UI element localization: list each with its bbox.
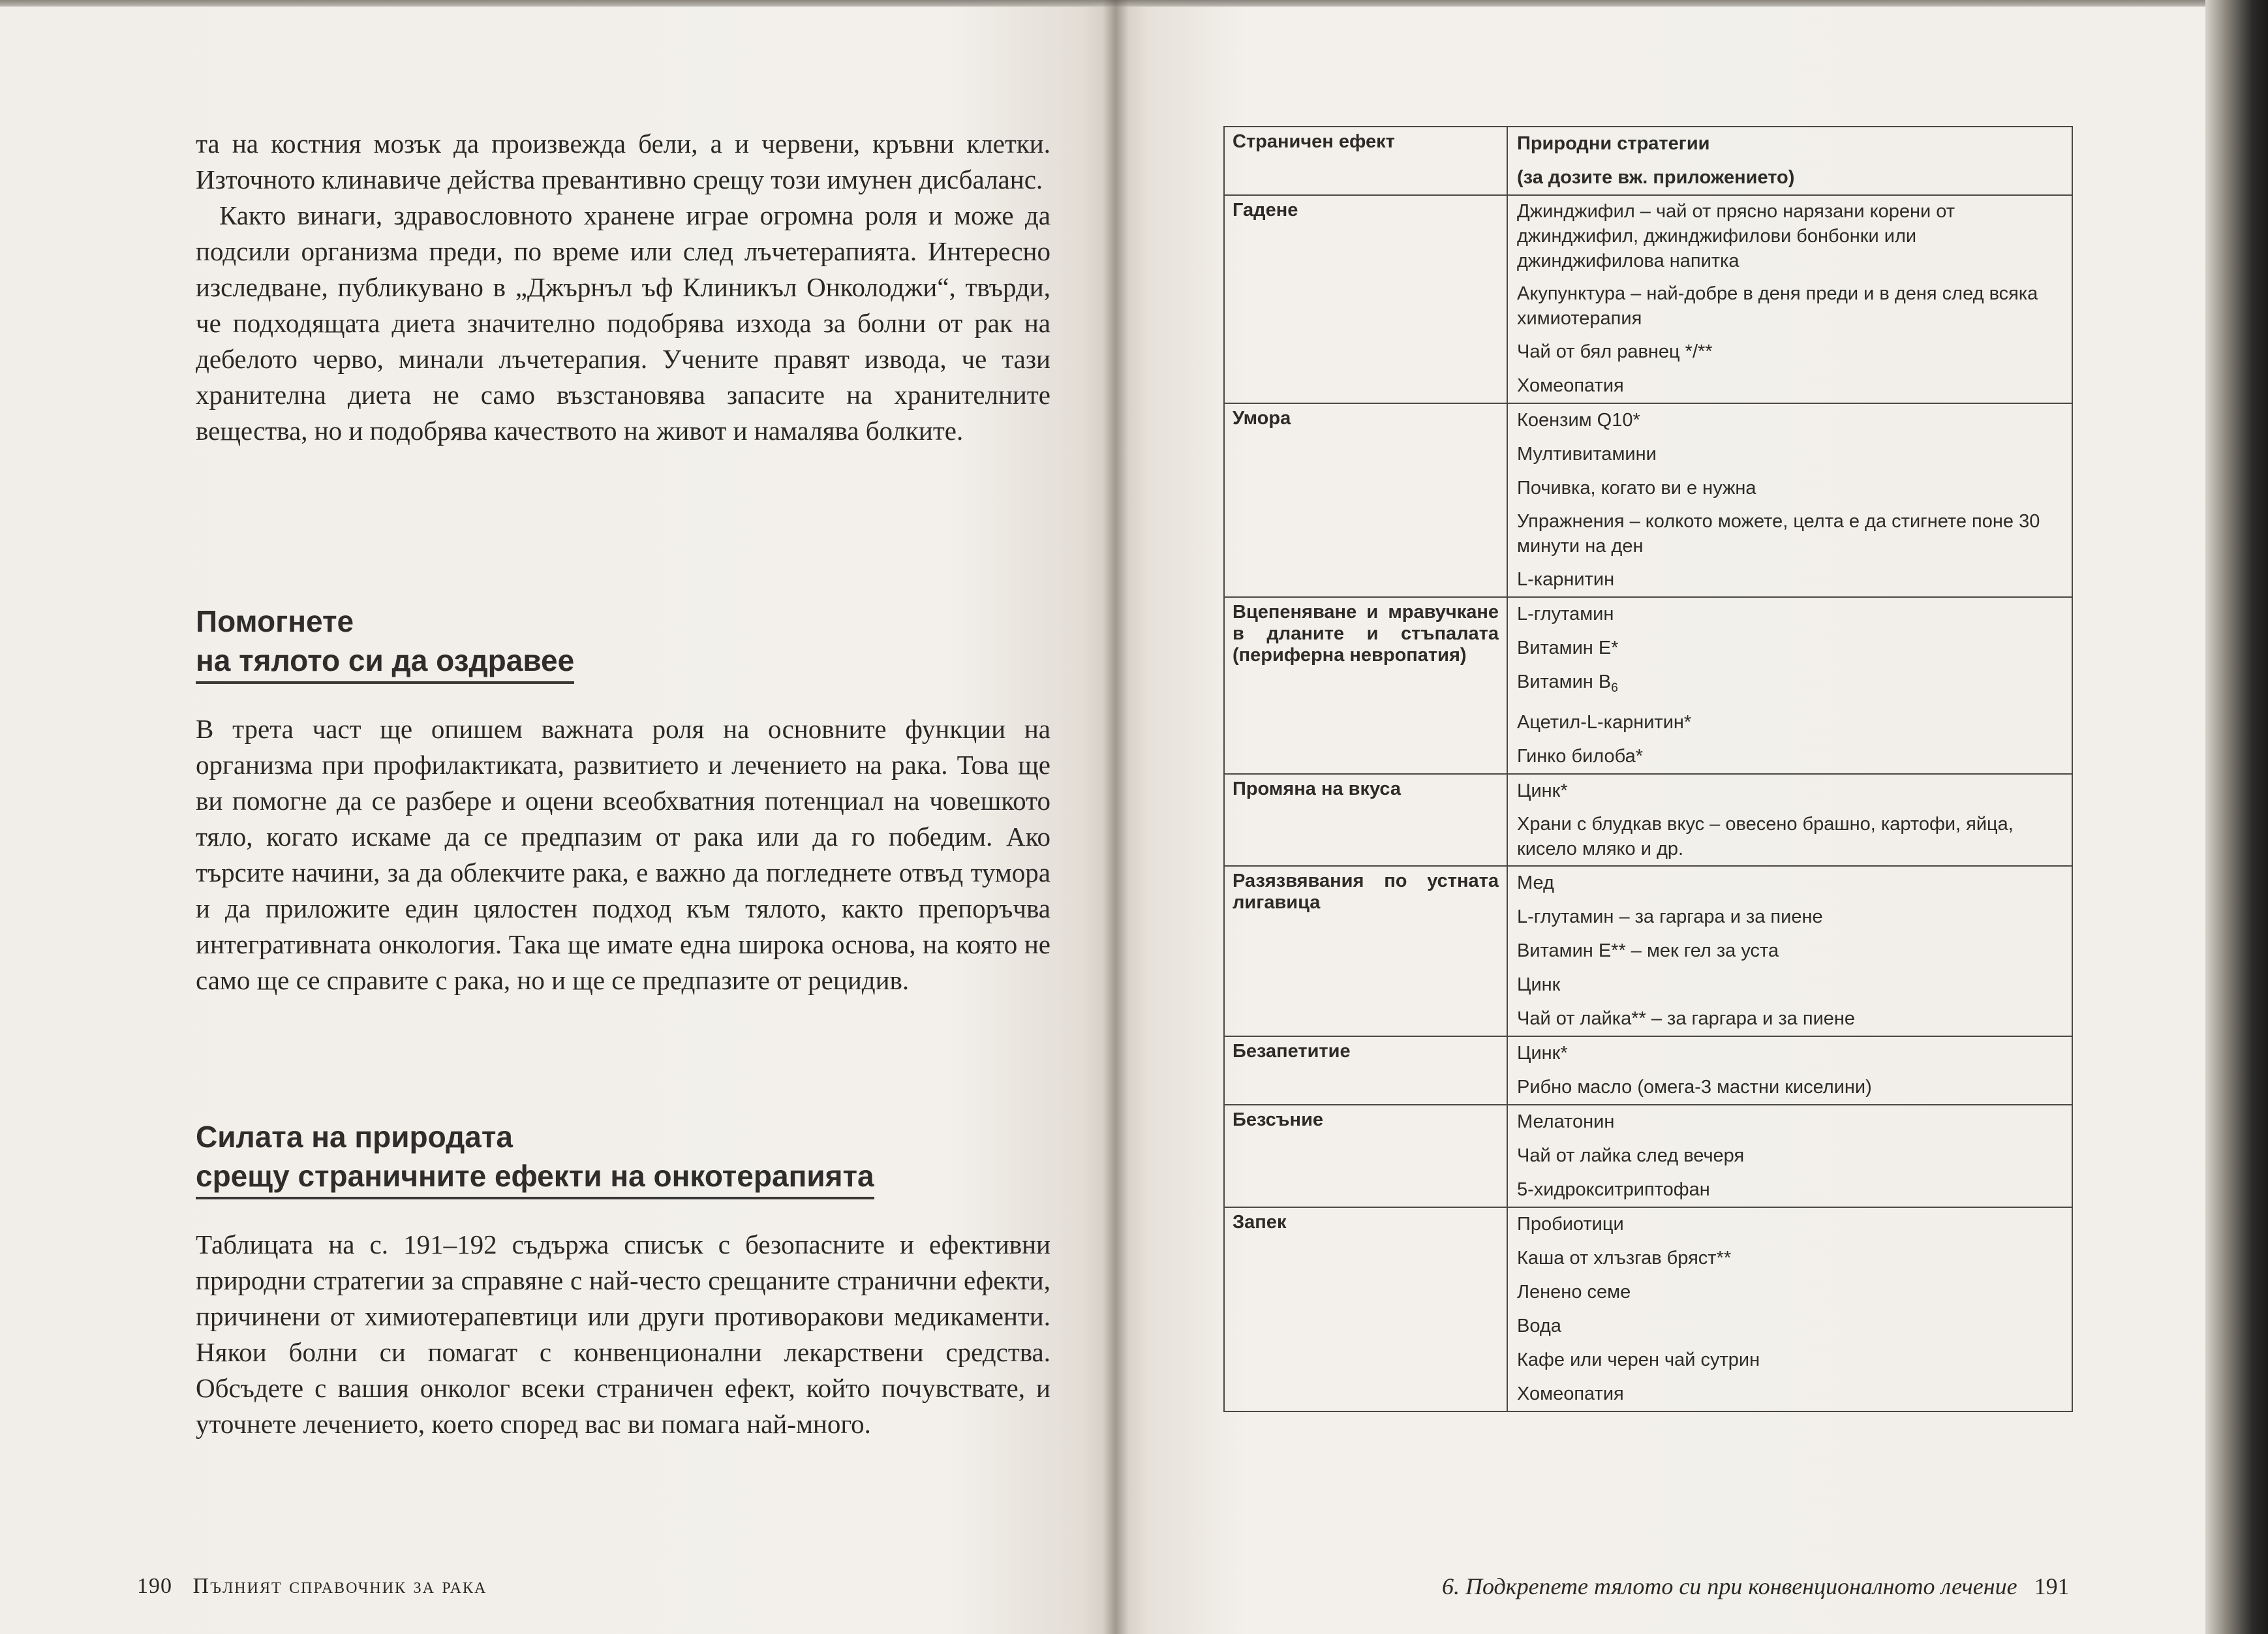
- left-text-block-2: [196, 711, 1050, 998]
- strategy-item: Хомеопатия: [1517, 1383, 1624, 1404]
- table-row: [1224, 1036, 2072, 1105]
- strategy-item: L-карнитин: [1517, 569, 1615, 590]
- paragraph-3: В трета част ще опишем важната роля на основните функции на организма при профилактиката, развитието и лечението на рака. Това ще ви помогне да се разбере и оцени всеобхватния потенциал на човешкото тяло, когато искаме да се предпазим от рака или да го победим. Ако търсите начини, за да облекчите рака, е важно да погледнете отвъд тумора и да приложите един цялостен подход към тялото, както препоръчва интегративната онкология. Така ще имате една широка основа, на която не само ще се справите с рака, но и ще се предпазите от рецидив.: [196, 714, 1050, 995]
- strategy-item: Рибно масло (омега-3 мастни киселини): [1517, 1077, 1872, 1098]
- strategy-item: Акупунктура – най-добре в деня преди и в деня след всяка химиотерапия: [1517, 283, 2038, 329]
- strategy-item: L-глутамин – за гаргара и за пиене: [1517, 906, 1823, 927]
- table-row: [1224, 195, 2072, 403]
- heading-2-line-1: Силата на природата: [196, 1120, 513, 1154]
- strategy-item: Мелатонин: [1517, 1111, 1615, 1132]
- strategies-cell: [1507, 1105, 2072, 1207]
- strategy-item: Храни с блудкав вкус – овесено брашно, картофи, яйца, кисело мляко и др.: [1517, 814, 2014, 859]
- strategy-item: Ацетил-L-карнитин*: [1517, 712, 1692, 733]
- strategy-item: Ленено семе: [1517, 1282, 1631, 1303]
- strategy-item: Цинк: [1517, 974, 1561, 995]
- strategy-item: Витамин Е*: [1517, 638, 1619, 658]
- right-page-number: 191: [2034, 1573, 2070, 1599]
- strategy-item: Пробиотици: [1517, 1214, 1624, 1235]
- strategy-item: [1508, 665, 2072, 705]
- heading-1-line-2: на тялото си да оздравее: [196, 641, 574, 684]
- effect-cell: Разязвявания по устната лигавица: [1224, 866, 1507, 1036]
- strategies-cell: [1507, 866, 2072, 1036]
- strategies-cell: [1507, 403, 2072, 597]
- strategy-item: Почивка, когато ви е нужна: [1517, 478, 1756, 499]
- strategy-item: Чай от лайка след вечеря: [1517, 1145, 1745, 1166]
- strategy-item: Цинк*: [1517, 1043, 1568, 1064]
- strategies-cell: [1507, 597, 2072, 774]
- strategy-item: Витамин Е** – мек гел за уста: [1517, 940, 1779, 961]
- paragraph-4: Таблицата на с. 191–192 съдържа списък с безопасните и ефективни природни стратегии за справяне с най-често срещаните странични ефекти, причинени от химиотерапевтици или други противоракови медикаменти. Някои болни си помагат с конвенционални лекарствени средства. Обсъдете с вашия онколог всеки страничен ефект, който почувствате, и уточнете лечението, което според вас ви помага най-много.: [196, 1229, 1050, 1439]
- left-footer: [137, 1574, 487, 1599]
- strategy-item: Вода: [1517, 1316, 1561, 1336]
- strategy-item: 5-хидрокситриптофан: [1517, 1179, 1710, 1200]
- strategies-cell: [1507, 195, 2072, 403]
- strategies-cell: [1507, 774, 2072, 866]
- strategy-item: Каша от хлъзгав бряст**: [1517, 1248, 1732, 1269]
- page-edge: [2205, 0, 2268, 1634]
- strategy-item: Коензим Q10*: [1517, 410, 1640, 431]
- left-text-block-1: [196, 126, 1050, 449]
- paragraph-1: та на костния мозък да произвежда бели, а и червени, кръвни клетки. Източното клинавиче действа превантивно срещу този имунен дисбаланс.: [196, 129, 1050, 194]
- effect-cell: Запек: [1224, 1207, 1507, 1411]
- header-col-1: Страничен ефект: [1224, 127, 1507, 195]
- book-title-footer: Пълният справочник за рака: [192, 1574, 487, 1598]
- section-heading-1: [196, 602, 1050, 684]
- table-row: [1224, 1105, 2072, 1207]
- strategy-item: Кафе или черен чай сутрин: [1517, 1349, 1760, 1370]
- side-effects-table: [1223, 126, 2073, 1412]
- left-text-block-3: [196, 1227, 1050, 1442]
- effect-cell: Гадене: [1224, 195, 1507, 403]
- strategy-item: Гинко билоба*: [1517, 746, 1644, 767]
- strategy-item: Мед: [1517, 872, 1554, 893]
- table-header-row: [1224, 127, 2072, 195]
- heading-2-line-2: срещу страничните ефекти на онкотерапията: [196, 1156, 874, 1199]
- paragraph-2: Както винаги, здравословното хранене играе огромна роля и може да подсили организма преди, по време или след лъчетерапията. Интересно изследване, публикувано в „Джърнъл ъф Клиникъл Онколоджи“, твърди, че подходящата диета значително подобрява изхода за болни от рак на дебелото черво, минали лъчетерапия. Учените правят извода, че тази хранителна диета не само възстановява запасите на хранителните вещества, но и подобрява качеството на живот и намалява болките.: [196, 200, 1050, 446]
- strategy-item: Мултивитамини: [1517, 444, 1657, 465]
- vitamin-b-label: Витамин $B_6$: [1517, 671, 1618, 695]
- table-row: [1224, 597, 2072, 774]
- header-col-2-line-2: (за дозите вж. приложението): [1517, 167, 1795, 188]
- table-row: [1224, 774, 2072, 866]
- effect-cell: Вцепеняване и мравучкане в дланите и стъпалата (периферна невропатия): [1224, 597, 1507, 774]
- strategy-item: Джинджифил – чай от прясно нарязани корени от джинджифил, джинджифилови бонбонки или джинджифилова напитка: [1517, 201, 1955, 271]
- strategies-cell: [1507, 1207, 2072, 1411]
- strategy-item: Чай от бял равнец */**: [1517, 341, 1713, 362]
- header-col-2-line-1: Природни стратегии: [1517, 133, 1710, 154]
- left-page-number: 190: [137, 1574, 172, 1598]
- strategy-item: Хомеопатия: [1517, 375, 1624, 396]
- effect-cell: Умора: [1224, 403, 1507, 597]
- right-footer: [1442, 1573, 2070, 1600]
- book-gutter: [1103, 0, 1129, 1634]
- section-heading-2: [196, 1117, 1050, 1199]
- strategy-item: L-глутамин: [1517, 604, 1614, 624]
- table-row: [1224, 403, 2072, 597]
- strategy-item: Упражнения – колкото можете, целта е да стигнете поне 30 минути на ден: [1517, 511, 2040, 557]
- strategies-cell: [1507, 1036, 2072, 1105]
- chapter-title-footer: 6. Подкрепете тялото си при конвенционалното лечение: [1442, 1573, 2017, 1599]
- strategy-item: Чай от лайка** – за гаргара и за пиене: [1517, 1008, 1856, 1029]
- effect-cell: Промяна на вкуса: [1224, 774, 1507, 866]
- table-row: [1224, 1207, 2072, 1411]
- strategy-item: Цинк*: [1517, 780, 1568, 801]
- effect-cell: Безапетитие: [1224, 1036, 1507, 1105]
- heading-1-line-1: Помогнете: [196, 604, 354, 638]
- header-col-2: [1507, 127, 2072, 195]
- table-row: [1224, 866, 2072, 1036]
- effect-cell: Безсъние: [1224, 1105, 1507, 1207]
